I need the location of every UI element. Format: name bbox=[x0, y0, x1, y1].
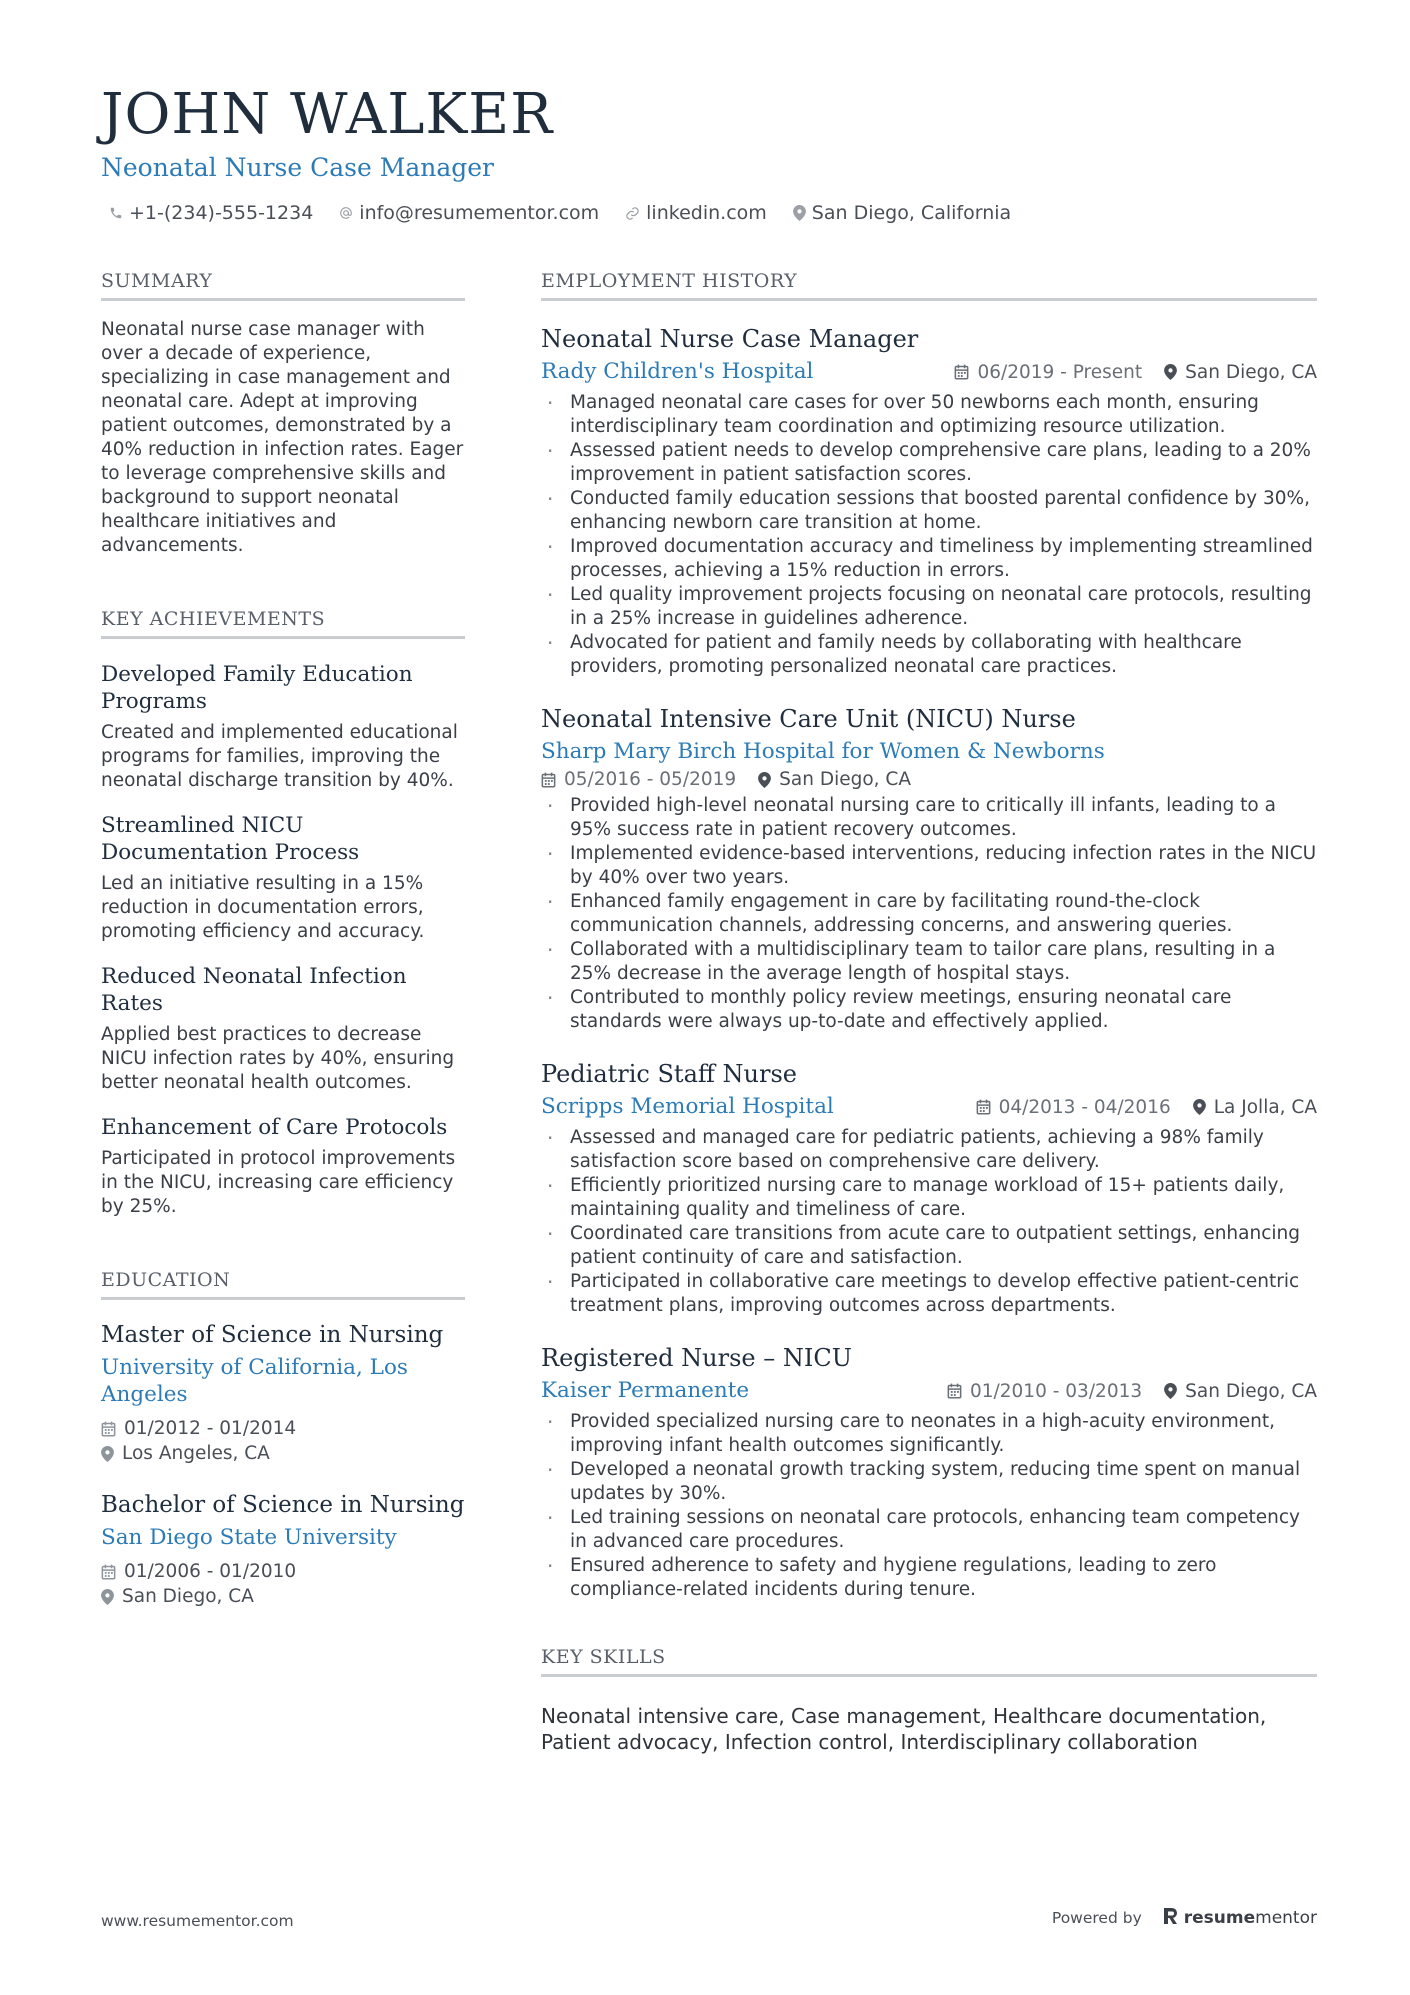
job-bullets bbox=[541, 1410, 1317, 1602]
job-meta bbox=[541, 769, 1317, 790]
job-location-text: San Diego, CA bbox=[779, 769, 912, 790]
achievement-item bbox=[101, 661, 465, 793]
contact-email[interactable] bbox=[339, 202, 599, 224]
job-bullets bbox=[541, 1126, 1317, 1318]
map-pin-icon bbox=[101, 1446, 114, 1462]
job-meta bbox=[954, 362, 1317, 383]
education-dates bbox=[101, 1559, 465, 1584]
job-entry bbox=[541, 1342, 1317, 1602]
skills-heading: KEY SKILLS bbox=[541, 1646, 1317, 1677]
skills-text: Neonatal intensive care, Case management, Healthcare documentation, Patient advocacy, Infection control, Interdisciplinary collaboration bbox=[541, 1704, 1267, 1754]
contact-phone bbox=[109, 202, 313, 224]
job-bullet: · Managed neonatal care cases for over 50 newborns each month, ensuring interdisciplinary team coordination and optimizing resource utilization. bbox=[541, 391, 1317, 439]
summary-text: Neonatal nurse case manager with over a decade of experience, specializing in case management and neonatal care. Adept at improving patient outcomes, demonstrated by a 40% reduction in infection rates. Eager to leverage comprehensive skills and background to support neonatal healthcare initiatives and advancements. bbox=[101, 319, 464, 556]
job-title: Neonatal Intensive Care Unit (NICU) Nurse bbox=[541, 705, 1076, 733]
job-location bbox=[758, 769, 911, 790]
education-location-text: San Diego, CA bbox=[122, 1586, 254, 1607]
phone-icon bbox=[109, 206, 123, 220]
job-title: Pediatric Staff Nurse bbox=[541, 1060, 798, 1088]
education-degree: Bachelor of Science in Nursing bbox=[101, 1492, 465, 1518]
map-pin-icon bbox=[1193, 1099, 1206, 1115]
job-dates-text: 05/2016 - 05/2019 bbox=[564, 769, 737, 790]
job-entry bbox=[541, 1058, 1317, 1318]
job-bullet: · Led training sessions on neonatal care protocols, enhancing team competency in advanced care procedures. bbox=[541, 1506, 1317, 1554]
job-entry bbox=[541, 323, 1317, 679]
job-bullet: · Developed a neonatal growth tracking system, reducing time spent on manual updates by 30%. bbox=[541, 1458, 1317, 1506]
job-bullet: · Assessed and managed care for pediatric patients, achieving a 98% family satisfaction score based on comprehensive care delivery. bbox=[541, 1126, 1317, 1174]
job-dates-text: 01/2010 - 03/2013 bbox=[969, 1380, 1143, 1402]
job-dates-text: 04/2013 - 04/2016 bbox=[998, 1096, 1171, 1118]
brand-logo[interactable] bbox=[1162, 1906, 1317, 1930]
education-school: San Diego State University bbox=[101, 1525, 397, 1550]
achievement-desc: Participated in protocol improvements in the NICU, increasing care efficiency by 25%. bbox=[101, 1148, 456, 1217]
achievement-item bbox=[101, 963, 465, 1095]
education-dates-text: 01/2012 - 01/2014 bbox=[124, 1418, 297, 1439]
education-location-text: Los Angeles, CA bbox=[122, 1443, 270, 1464]
right-column bbox=[541, 270, 1317, 1755]
employment-heading: EMPLOYMENT HISTORY bbox=[541, 270, 1317, 301]
job-title: Neonatal Nurse Case Manager bbox=[541, 325, 919, 353]
education-location bbox=[101, 1441, 465, 1466]
footer-brand bbox=[1052, 1906, 1317, 1930]
education-school: University of California, Los Angeles bbox=[101, 1355, 408, 1407]
job-location-text: San Diego, CA bbox=[1185, 1380, 1317, 1402]
calendar-icon bbox=[101, 1421, 116, 1437]
job-location-text: La Jolla, CA bbox=[1213, 1096, 1317, 1118]
job-location-text: San Diego, CA bbox=[1185, 361, 1317, 383]
job-location bbox=[1164, 1381, 1317, 1402]
calendar-icon bbox=[954, 364, 969, 380]
education-item bbox=[101, 1490, 465, 1609]
powered-by-text: Powered by bbox=[1051, 1909, 1142, 1927]
job-bullet: · Participated in collaborative care meetings to develop effective patient-centric treatment plans, improving outcomes across departments. bbox=[541, 1270, 1317, 1318]
job-bullets bbox=[541, 794, 1317, 1034]
brand-name-light: mentor bbox=[1255, 1908, 1317, 1928]
job-entry bbox=[541, 703, 1317, 1034]
job-bullet: · Conducted family education sessions that boosted parental confidence by 30%, enhancing newborn care transition at home. bbox=[541, 487, 1317, 535]
at-icon bbox=[339, 206, 353, 220]
calendar-icon bbox=[541, 772, 556, 788]
job-bullet: · Led quality improvement projects focusing on neonatal care protocols, resulting in a 25% increase in guidelines adherence. bbox=[541, 583, 1317, 631]
job-bullet: · Improved documentation accuracy and timeliness by implementing streamlined processes, achieving a 15% reduction in errors. bbox=[541, 535, 1317, 583]
education-location bbox=[101, 1584, 465, 1609]
map-pin-icon bbox=[758, 772, 771, 788]
resume-header bbox=[101, 82, 1321, 224]
job-bullet: · Provided specialized nursing care to neonates in a high-acuity environment, improving infant health outcomes significantly. bbox=[541, 1410, 1317, 1458]
achievements-heading: KEY ACHIEVEMENTS bbox=[101, 608, 465, 639]
achievement-item bbox=[101, 812, 465, 944]
achievement-desc: Created and implemented educational programs for families, improving the neonatal discharge transition by 40%. bbox=[101, 722, 458, 791]
linkedin-text[interactable]: linkedin.com bbox=[646, 202, 767, 224]
job-company: Sharp Mary Birch Hospital for Women & Newborns bbox=[541, 739, 1105, 764]
job-bullet: · Assessed patient needs to develop comprehensive care plans, leading to a 20% improvement in patient satisfaction scores. bbox=[541, 439, 1317, 487]
job-meta bbox=[947, 1381, 1317, 1402]
achievement-title: Developed Family Education Programs bbox=[101, 662, 413, 714]
job-dates bbox=[954, 362, 1142, 383]
job-dates bbox=[947, 1381, 1142, 1402]
achievement-title: Streamlined NICU Documentation Process bbox=[101, 813, 360, 865]
job-bullets bbox=[541, 391, 1317, 679]
job-bullet: · Enhanced family engagement in care by facilitating round-the-clock communication channels, addressing concerns, and answering queries. bbox=[541, 890, 1317, 938]
job-row bbox=[541, 1376, 1317, 1406]
job-dates bbox=[976, 1097, 1171, 1118]
job-row bbox=[541, 357, 1317, 387]
brand-name-bold: resume bbox=[1183, 1908, 1256, 1928]
job-location bbox=[1193, 1097, 1317, 1118]
achievement-desc: Applied best practices to decrease NICU infection rates by 40%, ensuring better neonatal health outcomes. bbox=[101, 1024, 455, 1093]
map-pin-icon bbox=[1164, 364, 1177, 380]
calendar-icon bbox=[976, 1099, 991, 1115]
summary-heading: SUMMARY bbox=[101, 270, 465, 301]
contact-location bbox=[793, 202, 1011, 224]
map-pin-icon bbox=[793, 205, 806, 221]
achievement-title: Enhancement of Care Protocols bbox=[101, 1115, 448, 1140]
job-bullet: · Efficiently prioritized nursing care to manage workload of 15+ patients daily, maintaining quality and timeliness of care. bbox=[541, 1174, 1317, 1222]
left-column bbox=[101, 270, 465, 1609]
job-company: Rady Children's Hospital bbox=[541, 359, 814, 384]
job-location bbox=[1164, 362, 1317, 383]
job-dates-text: 06/2019 - Present bbox=[977, 361, 1143, 383]
job-company: Scripps Memorial Hospital bbox=[541, 1094, 834, 1119]
calendar-icon bbox=[947, 1383, 962, 1399]
calendar-icon bbox=[101, 1564, 116, 1580]
link-icon bbox=[625, 206, 640, 221]
job-bullet: · Ensured adherence to safety and hygiene regulations, leading to zero compliance-related incidents during tenure. bbox=[541, 1554, 1317, 1602]
location-text: San Diego, California bbox=[811, 202, 1012, 224]
phone-text: +1-(234)-555-1234 bbox=[129, 202, 314, 224]
job-bullet: · Advocated for patient and family needs by collaborating with healthcare providers, promoting personalized neonatal care practices. bbox=[541, 631, 1317, 679]
job-title: Registered Nurse – NICU bbox=[541, 1344, 852, 1372]
contact-linkedin[interactable] bbox=[625, 202, 767, 224]
footer-url[interactable]: www.resumementor.com bbox=[101, 1912, 294, 1930]
map-pin-icon bbox=[101, 1589, 114, 1605]
job-bullet: · Coordinated care transitions from acute care to outpatient settings, enhancing patient continuity of care and satisfaction. bbox=[541, 1222, 1317, 1270]
education-dates-text: 01/2006 - 01/2010 bbox=[124, 1561, 297, 1582]
achievement-title: Reduced Neonatal Infection Rates bbox=[101, 964, 407, 1016]
map-pin-icon bbox=[1164, 1383, 1177, 1399]
contact-bar bbox=[101, 202, 1321, 224]
candidate-role: Neonatal Nurse Case Manager bbox=[101, 153, 494, 182]
job-company: Kaiser Permanente bbox=[541, 1378, 750, 1403]
achievement-desc: Led an initiative resulting in a 15% reduction in documentation errors, promoting efficiency and accuracy. bbox=[101, 873, 425, 942]
candidate-name: JOHN WALKER bbox=[101, 82, 554, 147]
brand-mark-icon bbox=[1162, 1906, 1178, 1930]
job-bullet: · Contributed to monthly policy review meetings, ensuring neonatal care standards were always up-to-date and effectively applied. bbox=[541, 986, 1317, 1034]
education-degree: Master of Science in Nursing bbox=[101, 1322, 444, 1348]
email-text[interactable]: info@resumementor.com bbox=[359, 202, 600, 224]
job-bullet: · Collaborated with a multidisciplinary team to tailor care plans, resulting in a 25% decrease in the average length of hospital stays. bbox=[541, 938, 1317, 986]
job-meta bbox=[976, 1097, 1317, 1118]
job-bullet: · Provided high-level neonatal nursing care to critically ill infants, leading to a 95% success rate in patient recovery outcomes. bbox=[541, 794, 1317, 842]
education-heading: EDUCATION bbox=[101, 1269, 465, 1300]
achievement-item bbox=[101, 1114, 465, 1219]
job-bullet: · Implemented evidence-based interventions, reducing infection rates in the NICU by 40% over two years. bbox=[541, 842, 1317, 890]
job-row bbox=[541, 1092, 1317, 1122]
job-dates bbox=[541, 769, 736, 790]
education-dates bbox=[101, 1416, 465, 1441]
education-item bbox=[101, 1320, 465, 1466]
